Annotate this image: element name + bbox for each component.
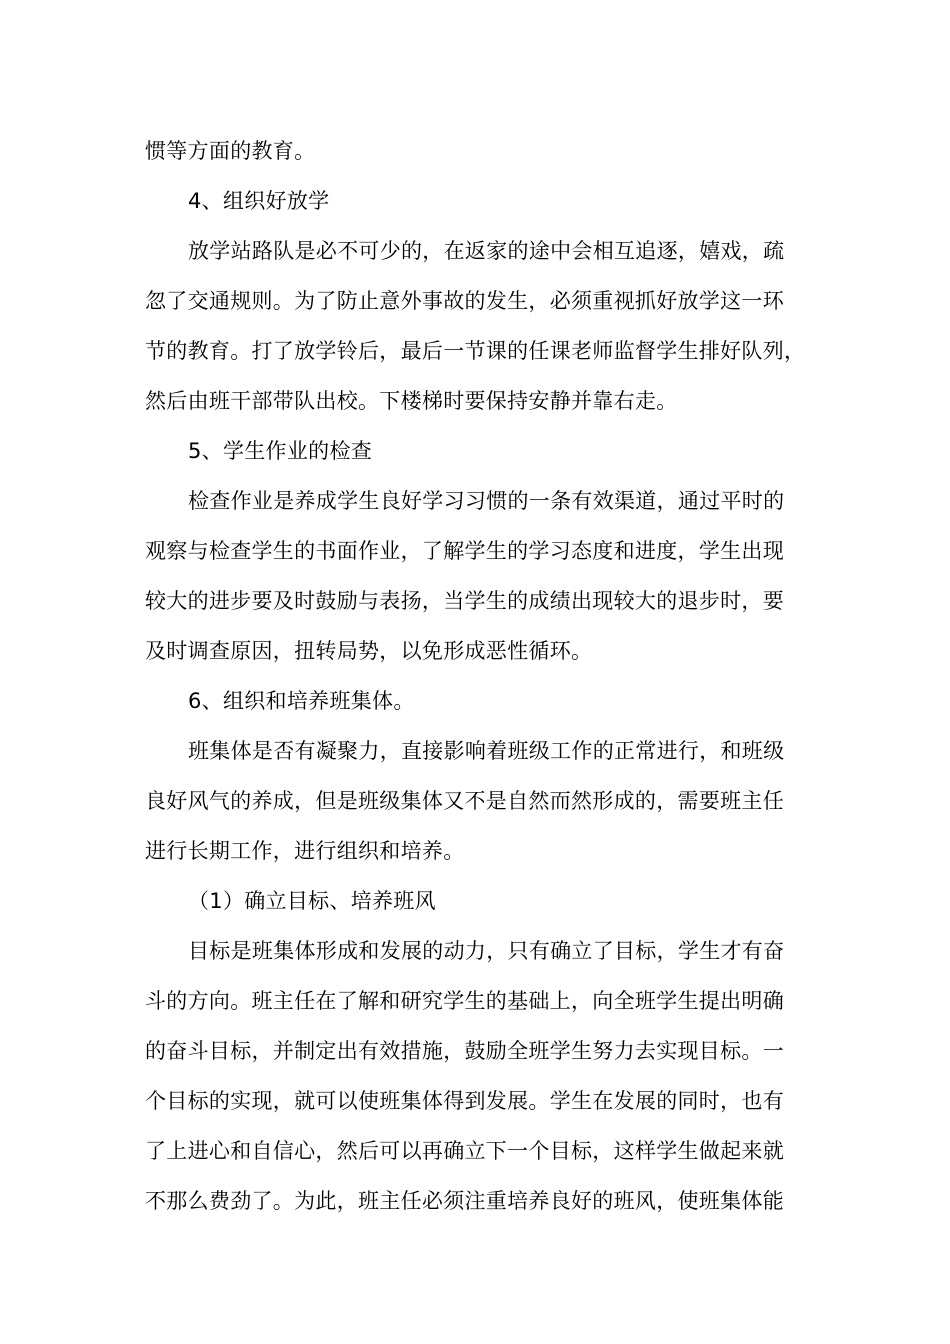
text-line: 惯等方面的教育。 [145, 139, 316, 163]
text-line: 班集体是否有凝聚力，直接影响着班级工作的正常进行，和班级 [188, 739, 785, 763]
subsection-heading: （1）确立目标、培养班风 [188, 889, 436, 913]
text-line: 斗的方向。班主任在了解和研究学生的基础上，向全班学生提出明确 [145, 989, 784, 1013]
text-line: 较大的进步要及时鼓励与表扬，当学生的成绩出现较大的退步时，要 [145, 589, 784, 613]
text-line: 良好风气的养成，但是班级集体又不是自然而然形成的，需要班主任 [145, 789, 784, 813]
text-line: 及时调查原因，扭转局势，以免形成恶性循环。 [145, 639, 593, 663]
text-line: 不那么费劲了。为此，班主任必须注重培养良好的班风，使班集体能 [145, 1189, 784, 1213]
section-heading: 5、学生作业的检查 [188, 439, 373, 463]
section-heading: 4、组织好放学 [188, 189, 330, 213]
text-line: 进行长期工作，进行组织和培养。 [145, 839, 465, 863]
text-line: 的奋斗目标，并制定出有效措施，鼓励全班学生努力去实现目标。一 [145, 1039, 784, 1063]
text-line: 观察与检查学生的书面作业，了解学生的学习态度和进度，学生出现 [145, 539, 784, 563]
text-line: 放学站路队是必不可少的，在返家的途中会相互追逐，嬉戏，疏 [188, 239, 785, 263]
section-heading: 6、组织和培养班集体。 [188, 689, 415, 713]
text-line: 节的教育。打了放学铃后，最后一节课的任课老师监督学生排好队列， [145, 339, 806, 363]
text-line: 检查作业是养成学生良好学习习惯的一条有效渠道，通过平时的 [188, 489, 785, 513]
text-line: 了上进心和自信心，然后可以再确立下一个目标，这样学生做起来就 [145, 1139, 784, 1163]
text-line: 忽了交通规则。为了防止意外事故的发生，必须重视抓好放学这一环 [145, 289, 784, 313]
text-line: 个目标的实现，就可以使班集体得到发展。学生在发展的同时，也有 [145, 1089, 784, 1113]
text-line: 然后由班干部带队出校。下楼梯时要保持安静并靠右走。 [145, 389, 678, 413]
text-line: 目标是班集体形成和发展的动力，只有确立了目标，学生才有奋 [188, 939, 785, 963]
